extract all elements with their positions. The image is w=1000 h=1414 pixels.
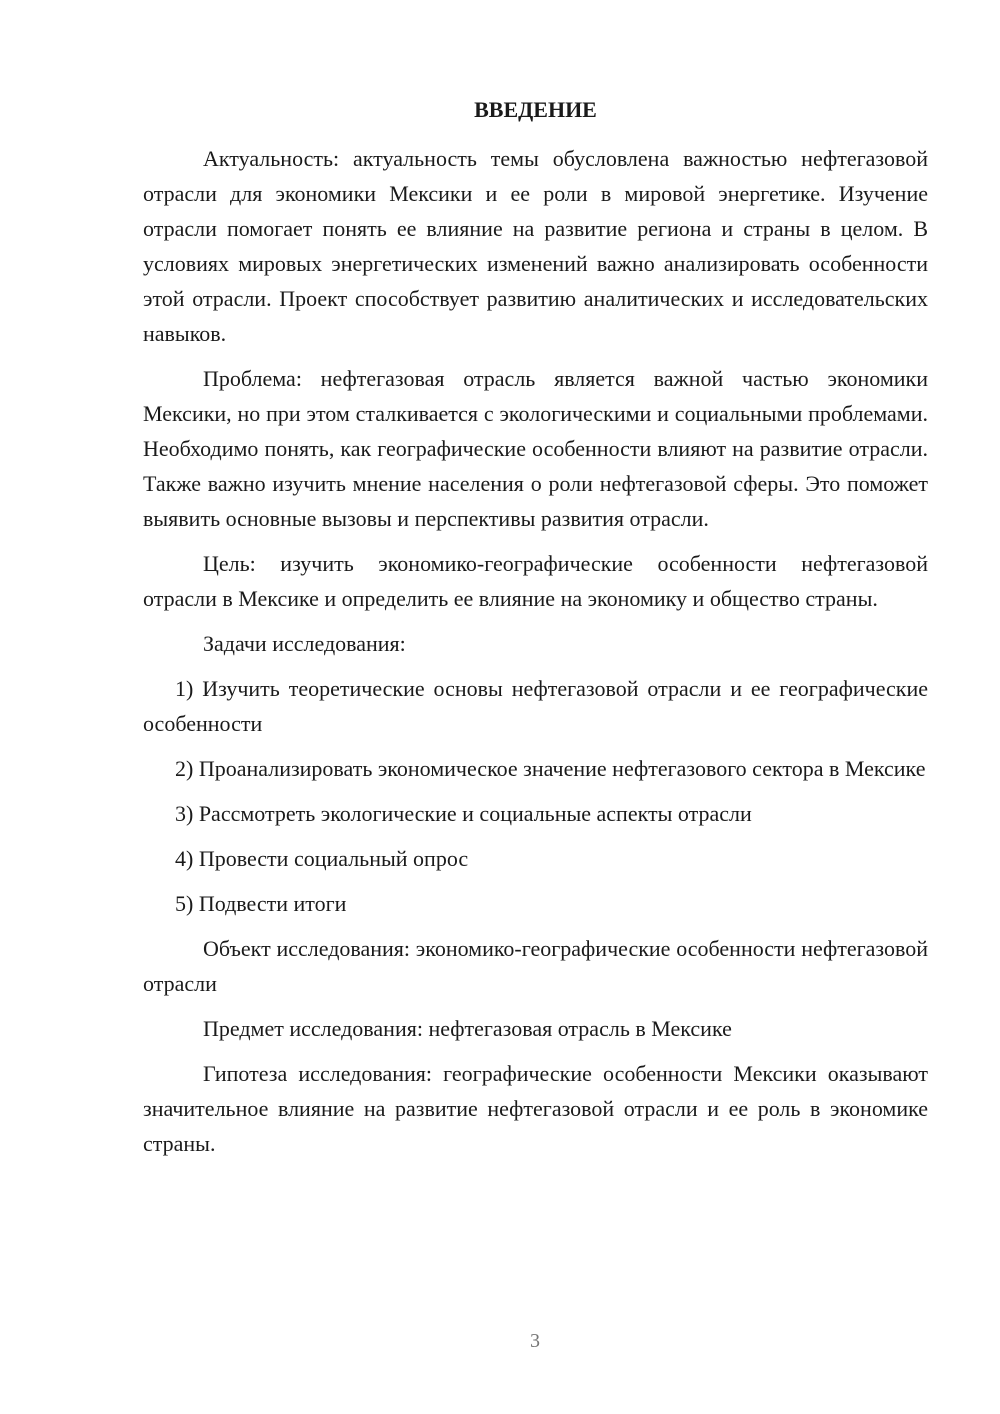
- page-title: ВВЕДЕНИЕ: [474, 97, 597, 122]
- hypothesis-paragraph: Гипотеза исследования: географические особенности Мексики оказывают значительное влияние на развитие нефтегазовой отрасли и ее роль в экономике страны.: [143, 1061, 928, 1156]
- task-item-2: 2) Проанализировать экономическое значение нефтегазового сектора в Мексике: [175, 756, 926, 781]
- document-body: [143, 92, 928, 1171]
- subject-paragraph: Предмет исследования: нефтегазовая отрасль в Мексике: [203, 1016, 732, 1041]
- relevance-paragraph: Актуальность: актуальность темы обусловлена важностью нефтегазовой отрасли для экономики Мексики и ее роли в мировой энергетике. Изучение отрасли помогает понять ее влияние на развитие региона и страны в целом. В условиях мировых энергетических изменений важно анализировать особенности этой отрасли. Проект способствует развитию аналитических и исследовательских навыков.: [143, 146, 928, 346]
- task-item-5: 5) Подвести итоги: [175, 891, 347, 916]
- task-item-1: 1) Изучить теоретические основы нефтегазовой отрасли и ее географические особенности: [143, 676, 928, 736]
- page-number: 3: [530, 1330, 540, 1352]
- problem-paragraph: Проблема: нефтегазовая отрасль является важной частью экономики Мексики, но при этом сталкивается с экологическими и социальными проблемами. Необходимо понять, как географические особенности влияют на развитие отрасли. Также важно изучить мнение населения о роли нефтегазовой сферы. Это поможет выявить основные вызовы и перспективы развития отрасли.: [143, 366, 928, 531]
- tasks-heading: Задачи исследования:: [203, 631, 406, 656]
- object-paragraph: Объект исследования: экономико-географические особенности нефтегазовой отрасли: [143, 936, 928, 996]
- goal-paragraph: Цель: изучить экономико-географические особенности нефтегазовой отрасли в Мексике и определить ее влияние на экономику и общество страны.: [143, 551, 928, 611]
- task-item-3: 3) Рассмотреть экологические и социальные аспекты отрасли: [175, 801, 752, 826]
- task-item-4: 4) Провести социальный опрос: [175, 846, 469, 871]
